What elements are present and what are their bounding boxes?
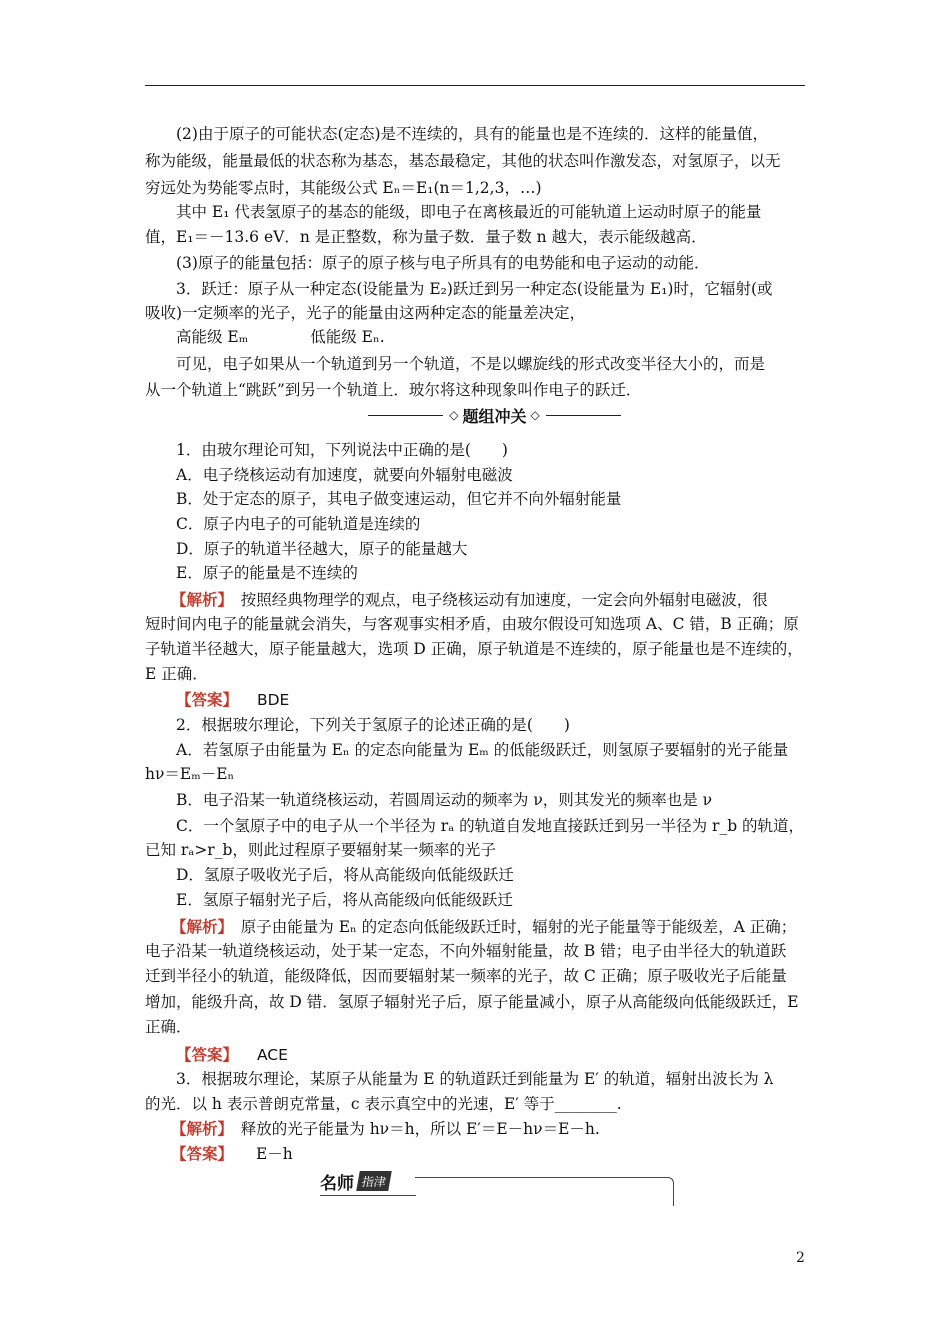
- analysis-text: 按照经典物理学的观点，电子绕核运动有加速度，一定会向外辐射电磁波，很: [225, 591, 768, 609]
- option: B．处于定态的原子，其电子做变速运动，但它并不向外辐射能量: [176, 490, 622, 508]
- question-stem: 的光．以 h 表示普朗克常量，c 表示真空中的光速，E′ 等于________.: [145, 1095, 622, 1113]
- mingshi-title: 名师: [320, 1174, 354, 1194]
- diamond-icon: ◇: [449, 408, 459, 422]
- analysis-line: [145, 913, 805, 941]
- option: C．一个氢原子中的电子从一个半径为 rₐ 的轨道自发地直接跃迁到另一半径为 r_b 的轨道，: [176, 817, 805, 835]
- text-line: (3)原子的能量包括：原子的原子核与电子所具有的电势能和电子运动的动能．: [176, 254, 710, 272]
- answer-line: [145, 1140, 805, 1168]
- option: A．若氢原子由能量为 Eₙ 的定态向能量为 Eₘ 的低能级跃迁，则氢原子要辐射的光子能量: [176, 741, 789, 759]
- mingshi-badge: 指津: [356, 1171, 392, 1191]
- section-line-left: [368, 415, 443, 416]
- page-number: 2: [796, 1250, 805, 1266]
- analysis-line: 迁到半径小的轨道，能级降低，因而要辐射某一频率的光子，故 C 正确；原子吸收光子后能量: [145, 967, 787, 985]
- mingshi-frame: [415, 1177, 674, 1206]
- analysis-line: 短时间内电子的能量就会消失，与客观事实相矛盾，由玻尔假设可知选项 A、C 错，B 正确；原: [145, 615, 799, 633]
- mingshi-underline: [320, 1195, 416, 1196]
- option: A．电子绕核运动有加速度，就要向外辐射电磁波: [176, 466, 513, 484]
- text-line: 值，E₁＝－13.6 eV．n 是正整数，称为量子数．量子数 n 越大，表示能级越高．: [145, 228, 707, 246]
- answer-tag: 【答案】: [171, 1144, 234, 1163]
- option: E．原子的能量是不连续的: [176, 564, 358, 582]
- option: 已知 rₐ>r_b，则此过程原子要辐射某一频率的光子: [145, 841, 496, 859]
- mingshi-box: [320, 1167, 675, 1205]
- analysis-tag: 【解析】: [171, 1119, 226, 1138]
- header-rule: [145, 85, 805, 86]
- option: D．原子的轨道半径越大，原子的能量越大: [176, 540, 468, 558]
- answer-line: [145, 1041, 805, 1069]
- text-line: 吸收)一定频率的光子，光子的能量由这两种定态的能量差决定，: [145, 304, 586, 322]
- analysis-tag: 【解析】: [171, 590, 226, 609]
- text-line: 从一个轨道上“跳跃”到另一个轨道上．玻尔将这种现象叫作电子的跃迁．: [145, 381, 642, 399]
- text-line: (2)由于原子的可能状态(定态)是不连续的，具有的能量也是不连续的．这样的能量值，: [176, 125, 769, 143]
- section-title: 题组冲关: [462, 406, 527, 426]
- text-line: 其中 E₁ 代表氢原子的基态的能级，即电子在离核最近的可能轨道上运动时原子的能量: [176, 203, 762, 221]
- analysis-text: 原子由能量为 Eₙ 的定态向低能级跃迁时，辐射的光子能量等于能级差，A 正确；: [225, 918, 797, 936]
- analysis-tag: 【解析】: [171, 917, 226, 936]
- answer-text: BDE: [256, 691, 290, 709]
- answer-text: E－h: [255, 1145, 293, 1163]
- option: hν＝Eₘ－Eₙ: [145, 765, 235, 783]
- question-stem: 3．根据玻尔理论，某原子从能量为 E 的轨道跃迁到能量为 E′ 的轨道，辐射出波长为 λ: [176, 1070, 774, 1088]
- answer-tag: 【答案】: [176, 1045, 239, 1064]
- diamond-icon: ◇: [530, 408, 540, 422]
- section-header: [362, 403, 627, 427]
- analysis-line: E 正确．: [145, 665, 208, 683]
- analysis-line: [145, 586, 805, 614]
- analysis-line: 子轨道半径越大，原子能量越大，选项 D 正确，原子轨道是不连续的，原子能量也是不连续的，: [145, 640, 803, 658]
- analysis-line: 正确．: [145, 1018, 192, 1036]
- analysis-line: 电子沿某一轨道绕核运动，处于某一定态，不向外辐射能量，故 B 错；电子由半径大的轨道跃: [145, 942, 787, 960]
- question-stem: 1．由玻尔理论可知，下列说法中正确的是( ): [176, 441, 508, 459]
- question-stem: 2．根据玻尔理论，下列关于氢原子的论述正确的是( ): [176, 716, 570, 734]
- text-line: 称为能级，能量最低的状态称为基态，基态最稳定，其他的状态叫作激发态，对氢原子，以无: [145, 152, 781, 170]
- option: E．氢原子辐射光子后，将从高能级向低能级跃迁: [176, 891, 513, 909]
- option: C．原子内电子的可能轨道是连续的: [176, 515, 421, 533]
- text-line: 可见，电子如果从一个轨道到另一个轨道，不是以螺旋线的形式改变半径大小的，而是: [176, 355, 766, 373]
- text-line: 高能级 Eₘ 低能级 Eₙ.: [176, 328, 385, 346]
- answer-line: [145, 686, 805, 714]
- option: B．电子沿某一轨道绕核运动，若圆周运动的频率为 ν，则其发光的频率也是 ν: [176, 791, 713, 809]
- text-line: 穷远处为势能零点时，其能级公式 Eₙ＝E₁(n＝1,2,3，…): [145, 179, 542, 197]
- analysis-text: 释放的光子能量为 hν＝h，所以 E′＝E－hν＝E－h.: [225, 1120, 600, 1138]
- answer-tag: 【答案】: [176, 690, 239, 709]
- analysis-line: 增加，能级升高，故 D 错．氢原子辐射光子后，原子能量减小，原子从高能级向低能级跃迁，E: [145, 993, 799, 1011]
- option: D．氢原子吸收光子后，将从高能级向低能级跃迁: [176, 866, 514, 884]
- answer-text: ACE: [256, 1046, 288, 1064]
- text-line: 3．跃迁：原子从一种定态(设能量为 E₂)跃迁到另一种定态(设能量为 E₁)时，它辐射(或: [176, 280, 773, 298]
- analysis-line: [145, 1115, 805, 1143]
- section-line-right: [546, 415, 621, 416]
